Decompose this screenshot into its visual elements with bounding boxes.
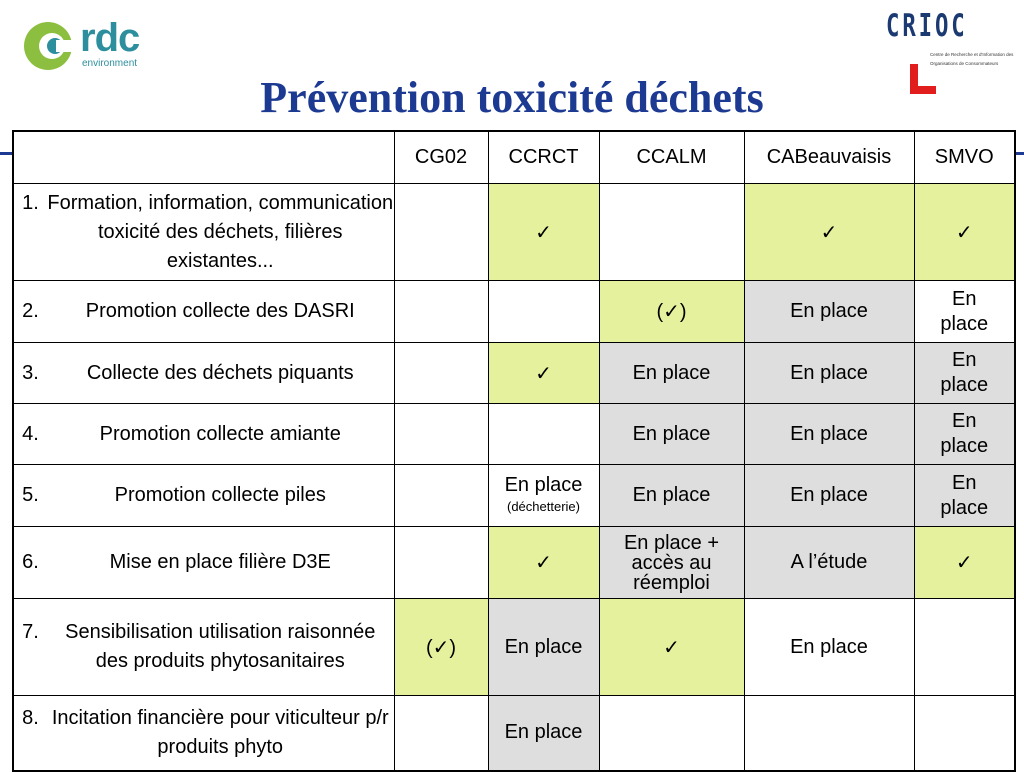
cell-subtext: (déchetterie) [507, 499, 580, 514]
row-number: 4. [22, 422, 39, 445]
partial-check-cell [394, 599, 488, 696]
check-mark-icon: ✓ [535, 552, 552, 574]
status-cell [488, 465, 599, 527]
cell-text: A l’étude [790, 551, 868, 573]
row-label: Mise en place filière D3E [109, 551, 331, 573]
empty-cell [394, 465, 488, 527]
check-mark-icon: ✓ [663, 636, 680, 659]
row-label: Promotion collecte des DASRI [85, 300, 355, 322]
status-cell [914, 404, 1015, 465]
empty-cell [394, 696, 488, 771]
status-cell [744, 527, 914, 599]
check-mark-icon: (✓) [656, 301, 687, 323]
row-label: Incitation financière pour viticulteur p/r produits phyto [51, 706, 389, 758]
empty-cell [394, 343, 488, 404]
row-label: Promotion collecte amiante [99, 422, 341, 445]
header-corner-cell [13, 131, 394, 184]
empty-cell [394, 527, 488, 599]
row-label-cell [13, 184, 394, 281]
status-cell [599, 404, 744, 465]
row-label: Formation, information, communication toxicité des déchets, filières existantes... [47, 191, 394, 272]
check-mark-cell [488, 343, 599, 404]
column-header: CCRCT [488, 131, 599, 184]
cell-text: En place [632, 361, 711, 384]
table-row [13, 184, 1015, 281]
row-label-cell [13, 696, 394, 771]
status-cell [599, 465, 744, 527]
row-number: 1. [22, 191, 39, 214]
check-mark-icon: ✓ [820, 221, 838, 244]
rdc-logo-word: rdc [80, 16, 140, 60]
cell-text: En place [790, 484, 868, 506]
status-cell [744, 599, 914, 696]
table-header-row [13, 131, 1015, 184]
empty-cell [599, 184, 744, 281]
check-mark-cell [914, 527, 1015, 599]
table-row [13, 343, 1015, 404]
row-number: 3. [22, 361, 39, 384]
table-row [13, 281, 1015, 343]
status-cell [744, 404, 914, 465]
column-header: CCALM [599, 131, 744, 184]
table-row [13, 696, 1015, 771]
row-number: 7. [22, 621, 39, 643]
check-mark-cell [914, 184, 1015, 281]
row-label-cell [13, 465, 394, 527]
status-cell [914, 343, 1015, 404]
empty-cell [488, 281, 599, 343]
row-label: Collecte des déchets piquants [86, 361, 354, 384]
check-mark-icon: (✓) [425, 636, 457, 659]
empty-cell [914, 696, 1015, 771]
status-cell [744, 465, 914, 527]
status-cell [488, 599, 599, 696]
table-row [13, 404, 1015, 465]
cell-text: En place [940, 287, 989, 335]
empty-cell [488, 404, 599, 465]
row-label-cell [13, 599, 394, 696]
check-mark-icon: ✓ [535, 362, 552, 385]
status-cell [599, 343, 744, 404]
cell-text: En place [790, 635, 868, 658]
status-cell [599, 527, 744, 599]
crioc-logo-word: CRIOC [886, 8, 968, 44]
row-label-cell [13, 527, 394, 599]
row-label: Sensibilisation utilisation raisonnée des produits phytosanitaires [65, 621, 376, 672]
row-label-cell [13, 404, 394, 465]
rdc-swirl-icon [22, 18, 78, 74]
crioc-logo-subtitle: Centre de Recherche et d'Information des Organisations de Consommateurs [930, 52, 1014, 66]
row-label-cell [13, 343, 394, 404]
cell-text: En place [504, 474, 583, 496]
status-cell [914, 465, 1015, 527]
cell-text: En place [940, 471, 989, 519]
cell-text: En place [790, 300, 868, 322]
empty-cell [394, 404, 488, 465]
page-title: Prévention toxicité déchets [260, 73, 764, 122]
empty-cell [394, 184, 488, 281]
check-mark-icon: ✓ [955, 552, 973, 574]
column-header: CG02 [394, 131, 488, 184]
cell-text: En place [790, 361, 868, 384]
rdc-environment-logo [22, 18, 152, 74]
empty-cell [914, 599, 1015, 696]
cell-text: En place [790, 422, 868, 445]
row-number: 2. [22, 300, 39, 322]
row-number: 6. [22, 551, 39, 573]
empty-cell [394, 281, 488, 343]
status-cell [744, 281, 914, 343]
rdc-logo-subtitle: environment [82, 58, 138, 69]
column-header: SMVO [914, 131, 1015, 184]
prevention-table [12, 130, 1016, 772]
column-header: CABeauvaisis [744, 131, 914, 184]
check-mark-cell [744, 184, 914, 281]
cell-text: En place [940, 410, 989, 457]
status-cell [488, 696, 599, 771]
table-row [13, 465, 1015, 527]
row-label-cell [13, 281, 394, 343]
check-mark-cell [599, 599, 744, 696]
check-mark-cell [488, 527, 599, 599]
empty-cell [744, 696, 914, 771]
row-number: 5. [22, 484, 39, 506]
check-mark-cell [488, 184, 599, 281]
status-cell [744, 343, 914, 404]
cell-text: En place + accès au réemploi [623, 531, 720, 594]
row-number: 8. [22, 706, 39, 729]
table-row [13, 527, 1015, 599]
cell-text: En place [632, 422, 711, 445]
partial-check-cell [599, 281, 744, 343]
check-mark-icon: ✓ [535, 221, 552, 244]
table-row [13, 599, 1015, 696]
row-label: Promotion collecte piles [114, 484, 326, 506]
cell-text: En place [632, 484, 711, 506]
cell-text: En place [504, 635, 583, 658]
status-cell [914, 281, 1015, 343]
cell-text: En place [504, 721, 583, 744]
cell-text: En place [940, 349, 989, 396]
empty-cell [599, 696, 744, 771]
check-mark-icon: ✓ [955, 221, 973, 244]
